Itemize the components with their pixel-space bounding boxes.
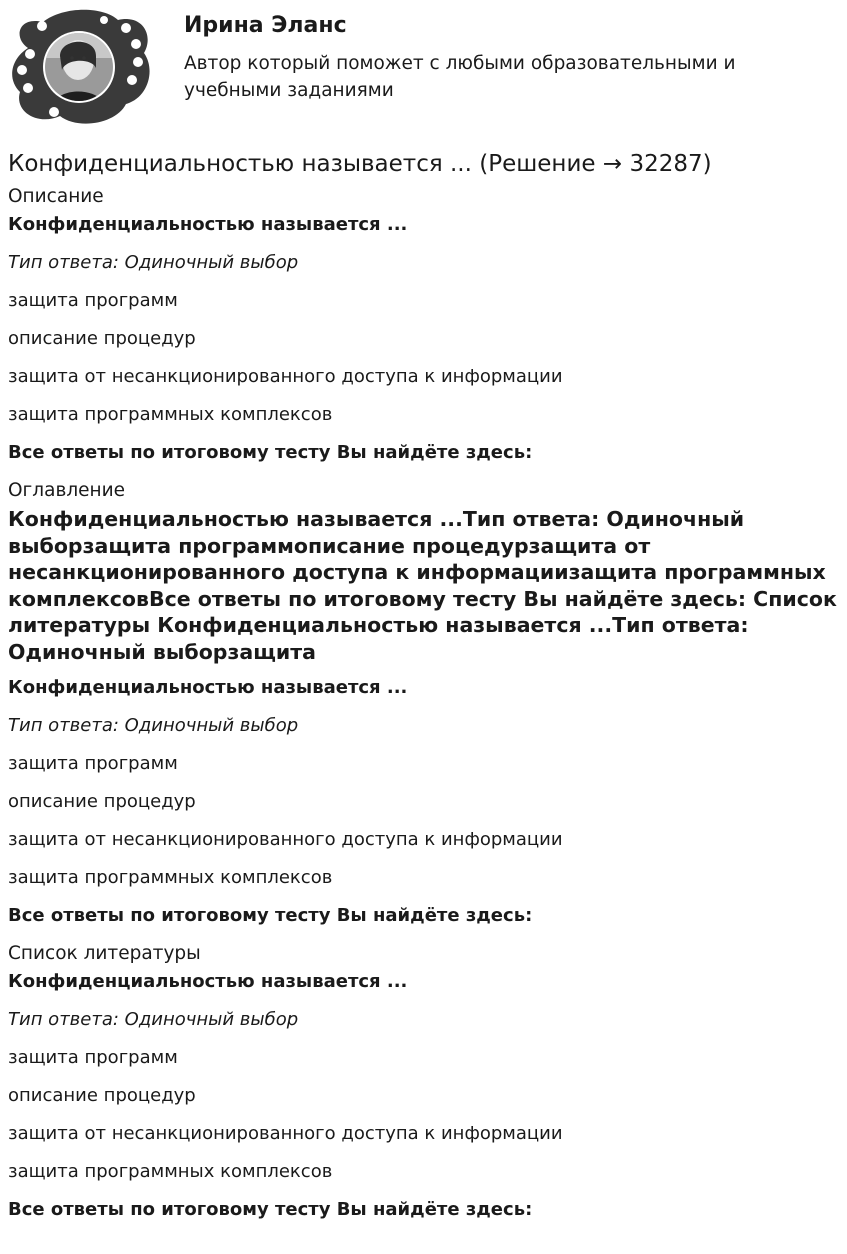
answer-option: защита программ (8, 1047, 178, 1068)
answer-option: защита от несанкционированного доступа к информации (8, 1123, 563, 1144)
answer-option: защита программ (8, 753, 178, 774)
all-answers-link[interactable]: Все ответы по итоговому тесту Вы найдёте здесь: (8, 905, 533, 926)
toc-label: Оглавление (8, 480, 126, 501)
answer-option: защита программных комплексов (8, 1161, 333, 1182)
question-block-description (8, 214, 838, 464)
answer-option: защита от несанкционированного доступа к информации (8, 366, 563, 387)
answer-type: Тип ответа: Одиночный выбор (8, 715, 299, 736)
answer-type: Тип ответа: Одиночный выбор (8, 1009, 299, 1030)
answer-option: защита от несанкционированного доступа к информации (8, 829, 563, 850)
answer-option: описание процедур (8, 1085, 196, 1106)
question-text: Конфиденциальностью называется ... (8, 971, 408, 992)
question-text: Конфиденциальностью называется ... (8, 214, 408, 235)
all-answers-link[interactable]: Все ответы по итоговому тесту Вы найдёте здесь: (8, 442, 533, 463)
all-answers-link[interactable]: Все ответы по итоговому тесту Вы найдёте здесь: (8, 1199, 533, 1220)
question-block-literature (8, 971, 838, 1221)
answer-option: описание процедур (8, 328, 196, 349)
literature-label: Список литературы (8, 943, 201, 964)
question-text: Конфиденциальностью называется ... (8, 677, 408, 698)
author-header (0, 0, 847, 130)
answer-option: защита программ (8, 290, 178, 311)
answer-option: описание процедур (8, 791, 196, 812)
toc-text: Конфиденциальностью называется ...Тип ответа: Одиночный выборзащита программописание процедурзащита от несанкционированного доступа к информациизащита программных комплексовВсе ответы по итоговому тесту Вы найдёте здесь: Список литературы Конфиденциальностью называется ...Тип ответа: Одиночный выборзащита (8, 507, 837, 664)
question-block-toc (8, 677, 838, 927)
author-avatar[interactable] (8, 8, 150, 126)
answer-option: защита программных комплексов (8, 404, 333, 425)
description-label: Описание (8, 186, 104, 207)
author-name[interactable]: Ирина Эланс (184, 13, 347, 38)
main-content (8, 148, 838, 1221)
answer-option: защита программных комплексов (8, 867, 333, 888)
answer-type: Тип ответа: Одиночный выбор (8, 252, 299, 273)
author-description: Автор который поможет с любыми образовательными и учебными заданиями (184, 53, 736, 101)
page-title: Конфиденциальностью называется ... (Решение → 32287) (8, 151, 712, 177)
